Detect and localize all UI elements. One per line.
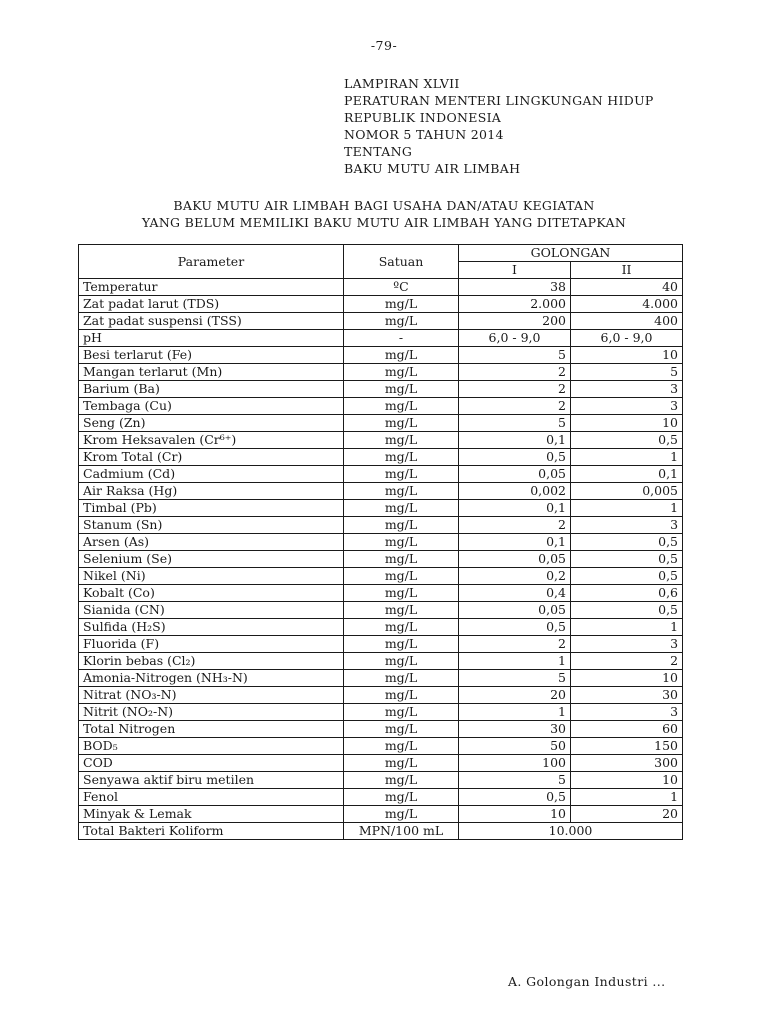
effluent-standards-table bbox=[78, 244, 683, 840]
golongan-ii-cell: 0,5 bbox=[571, 602, 683, 619]
golongan-i-cell: 0,5 bbox=[459, 789, 571, 806]
table-row bbox=[79, 313, 683, 330]
golongan-ii-cell: 3 bbox=[571, 517, 683, 534]
unit-cell: mg/L bbox=[344, 432, 459, 449]
golongan-ii-cell: 0,5 bbox=[571, 432, 683, 449]
unit-cell: mg/L bbox=[344, 585, 459, 602]
table-row bbox=[79, 364, 683, 381]
golongan-i-cell: 0,1 bbox=[459, 432, 571, 449]
unit-cell: MPN/100 mL bbox=[344, 823, 459, 840]
parameter-cell: Amonia-Nitrogen (NH₃-N) bbox=[79, 670, 344, 687]
table-row bbox=[79, 653, 683, 670]
golongan-i-cell: 2.000 bbox=[459, 296, 571, 313]
golongan-i-cell: 0,002 bbox=[459, 483, 571, 500]
unit-cell: mg/L bbox=[344, 789, 459, 806]
parameter-cell: Air Raksa (Hg) bbox=[79, 483, 344, 500]
unit-cell: mg/L bbox=[344, 704, 459, 721]
golongan-i-cell: 10 bbox=[459, 806, 571, 823]
golongan-i-cell: 2 bbox=[459, 381, 571, 398]
unit-cell: mg/L bbox=[344, 619, 459, 636]
header-golongan: GOLONGAN bbox=[459, 245, 683, 262]
golongan-ii-cell: 300 bbox=[571, 755, 683, 772]
title-line-2: YANG BELUM MEMILIKI BAKU MUTU AIR LIMBAH YANG DITETAPKAN bbox=[141, 215, 627, 230]
unit-cell: mg/L bbox=[344, 568, 459, 585]
golongan-ii-cell: 10 bbox=[571, 772, 683, 789]
parameter-cell: Tembaga (Cu) bbox=[79, 398, 344, 415]
golongan-i-cell: 1 bbox=[459, 704, 571, 721]
parameter-cell: Minyak & Lemak bbox=[79, 806, 344, 823]
table-row bbox=[79, 772, 683, 789]
header-golongan-i: I bbox=[459, 262, 571, 279]
golongan-ii-cell: 3 bbox=[571, 398, 683, 415]
table-row bbox=[79, 806, 683, 823]
table-row bbox=[79, 534, 683, 551]
unit-cell: mg/L bbox=[344, 313, 459, 330]
table-row bbox=[79, 687, 683, 704]
parameter-cell: pH bbox=[79, 330, 344, 347]
golongan-ii-cell: 400 bbox=[571, 313, 683, 330]
header-parameter: Parameter bbox=[79, 245, 344, 279]
unit-cell: mg/L bbox=[344, 551, 459, 568]
unit-cell: mg/L bbox=[344, 449, 459, 466]
table-row bbox=[79, 789, 683, 806]
golongan-ii-cell: 3 bbox=[571, 636, 683, 653]
unit-cell: mg/L bbox=[344, 500, 459, 517]
header-satuan: Satuan bbox=[344, 245, 459, 279]
golongan-i-cell: 38 bbox=[459, 279, 571, 296]
parameter-cell: BOD₅ bbox=[79, 738, 344, 755]
parameter-cell: Krom Total (Cr) bbox=[79, 449, 344, 466]
table-row bbox=[79, 721, 683, 738]
golongan-i-cell: 0,05 bbox=[459, 466, 571, 483]
golongan-i-cell: 0,5 bbox=[459, 619, 571, 636]
golongan-i-cell: 0,2 bbox=[459, 568, 571, 585]
parameter-cell: Besi terlarut (Fe) bbox=[79, 347, 344, 364]
golongan-i-cell: 5 bbox=[459, 347, 571, 364]
golongan-i-cell: 2 bbox=[459, 364, 571, 381]
unit-cell: mg/L bbox=[344, 534, 459, 551]
parameter-cell: Cadmium (Cd) bbox=[79, 466, 344, 483]
golongan-ii-cell: 0,5 bbox=[571, 534, 683, 551]
header-golongan-ii: II bbox=[571, 262, 683, 279]
parameter-cell: Zat padat larut (TDS) bbox=[79, 296, 344, 313]
golongan-i-cell: 5 bbox=[459, 415, 571, 432]
parameter-cell: Sulfida (H₂S) bbox=[79, 619, 344, 636]
unit-cell: mg/L bbox=[344, 602, 459, 619]
parameter-cell: COD bbox=[79, 755, 344, 772]
parameter-cell: Nikel (Ni) bbox=[79, 568, 344, 585]
golongan-ii-cell: 5 bbox=[571, 364, 683, 381]
continuation-footer: A. Golongan Industri ... bbox=[508, 974, 666, 989]
golongan-ii-cell: 0,005 bbox=[571, 483, 683, 500]
golongan-ii-cell: 4.000 bbox=[571, 296, 683, 313]
parameter-cell: Fluorida (F) bbox=[79, 636, 344, 653]
unit-cell: mg/L bbox=[344, 415, 459, 432]
golongan-i-cell: 2 bbox=[459, 517, 571, 534]
parameter-cell: Sianida (CN) bbox=[79, 602, 344, 619]
golongan-i-cell: 0,1 bbox=[459, 500, 571, 517]
golongan-ii-cell: 1 bbox=[571, 500, 683, 517]
golongan-i-cell: 6,0 - 9,0 bbox=[459, 330, 571, 347]
unit-cell: mg/L bbox=[344, 381, 459, 398]
page-number: -79- bbox=[370, 38, 398, 53]
golongan-i-cell: 0,1 bbox=[459, 534, 571, 551]
golongan-ii-cell: 10 bbox=[571, 670, 683, 687]
unit-cell: - bbox=[344, 330, 459, 347]
golongan-i-cell: 0,05 bbox=[459, 602, 571, 619]
table-row bbox=[79, 466, 683, 483]
golongan-i-cell: 0,4 bbox=[459, 585, 571, 602]
unit-cell: mg/L bbox=[344, 653, 459, 670]
table-row bbox=[79, 551, 683, 568]
parameter-cell: Zat padat suspensi (TSS) bbox=[79, 313, 344, 330]
unit-cell: mg/L bbox=[344, 670, 459, 687]
unit-cell: mg/L bbox=[344, 483, 459, 500]
golongan-i-cell: 200 bbox=[459, 313, 571, 330]
unit-cell: mg/L bbox=[344, 347, 459, 364]
table-row bbox=[79, 432, 683, 449]
table-row bbox=[79, 330, 683, 347]
parameter-cell: Timbal (Pb) bbox=[79, 500, 344, 517]
unit-cell: mg/L bbox=[344, 364, 459, 381]
golongan-i-cell: 0,05 bbox=[459, 551, 571, 568]
header-line: PERATURAN MENTERI LINGKUNGAN HIDUP bbox=[344, 93, 654, 108]
unit-cell: mg/L bbox=[344, 466, 459, 483]
unit-cell: mg/L bbox=[344, 398, 459, 415]
parameter-cell: Temperatur bbox=[79, 279, 344, 296]
parameter-cell: Mangan terlarut (Mn) bbox=[79, 364, 344, 381]
table-row bbox=[79, 602, 683, 619]
parameter-cell: Selenium (Se) bbox=[79, 551, 344, 568]
parameter-cell: Barium (Ba) bbox=[79, 381, 344, 398]
parameter-cell: Total Bakteri Koliform bbox=[79, 823, 344, 840]
golongan-ii-cell: 40 bbox=[571, 279, 683, 296]
table-row bbox=[79, 500, 683, 517]
golongan-i-cell: 0,5 bbox=[459, 449, 571, 466]
header-line: REPUBLIK INDONESIA bbox=[344, 110, 502, 125]
table-row bbox=[79, 738, 683, 755]
golongan-ii-cell: 150 bbox=[571, 738, 683, 755]
document-title bbox=[0, 197, 768, 231]
table-row bbox=[79, 568, 683, 585]
parameter-cell: Nitrit (NO₂-N) bbox=[79, 704, 344, 721]
parameter-cell: Krom Heksavalen (Cr⁶⁺) bbox=[79, 432, 344, 449]
golongan-ii-cell: 6,0 - 9,0 bbox=[571, 330, 683, 347]
header-line: LAMPIRAN XLVII bbox=[344, 76, 460, 91]
table-row bbox=[79, 670, 683, 687]
parameter-cell: Fenol bbox=[79, 789, 344, 806]
parameter-cell: Seng (Zn) bbox=[79, 415, 344, 432]
table-row bbox=[79, 517, 683, 534]
golongan-i-cell: 2 bbox=[459, 398, 571, 415]
unit-cell: mg/L bbox=[344, 772, 459, 789]
golongan-ii-cell: 10 bbox=[571, 347, 683, 364]
parameter-cell: Stanum (Sn) bbox=[79, 517, 344, 534]
unit-cell: mg/L bbox=[344, 517, 459, 534]
unit-cell: mg/L bbox=[344, 738, 459, 755]
golongan-i-cell: 2 bbox=[459, 636, 571, 653]
table-row bbox=[79, 755, 683, 772]
table-row bbox=[79, 636, 683, 653]
table-body bbox=[79, 279, 683, 840]
golongan-ii-cell: 0,6 bbox=[571, 585, 683, 602]
table-row bbox=[79, 347, 683, 364]
table-row bbox=[79, 381, 683, 398]
table-row bbox=[79, 704, 683, 721]
parameter-cell: Kobalt (Co) bbox=[79, 585, 344, 602]
parameter-cell: Total Nitrogen bbox=[79, 721, 344, 738]
parameter-cell: Klorin bebas (Cl₂) bbox=[79, 653, 344, 670]
golongan-i-cell: 20 bbox=[459, 687, 571, 704]
golongan-ii-cell: 20 bbox=[571, 806, 683, 823]
table-row bbox=[79, 585, 683, 602]
title-line-1: BAKU MUTU AIR LIMBAH BAGI USAHA DAN/ATAU KEGIATAN bbox=[173, 198, 595, 213]
unit-cell: mg/L bbox=[344, 296, 459, 313]
golongan-ii-cell: 1 bbox=[571, 449, 683, 466]
table-row bbox=[79, 619, 683, 636]
golongan-i-cell: 1 bbox=[459, 653, 571, 670]
golongan-ii-cell: 0,5 bbox=[571, 568, 683, 585]
unit-cell: mg/L bbox=[344, 687, 459, 704]
table-row bbox=[79, 279, 683, 296]
golongan-i-cell: 5 bbox=[459, 772, 571, 789]
parameter-cell: Arsen (As) bbox=[79, 534, 344, 551]
table-row bbox=[79, 823, 683, 840]
golongan-ii-cell: 1 bbox=[571, 619, 683, 636]
unit-cell: mg/L bbox=[344, 636, 459, 653]
golongan-i-cell: 30 bbox=[459, 721, 571, 738]
unit-cell: mg/L bbox=[344, 806, 459, 823]
table-row bbox=[79, 449, 683, 466]
table-row bbox=[79, 296, 683, 313]
golongan-i-cell: 5 bbox=[459, 670, 571, 687]
golongan-i-cell: 100 bbox=[459, 755, 571, 772]
golongan-merged-cell: 10.000 bbox=[459, 823, 683, 840]
golongan-ii-cell: 3 bbox=[571, 704, 683, 721]
unit-cell: ºC bbox=[344, 279, 459, 296]
golongan-ii-cell: 0,1 bbox=[571, 466, 683, 483]
parameter-cell: Nitrat (NO₃-N) bbox=[79, 687, 344, 704]
golongan-ii-cell: 2 bbox=[571, 653, 683, 670]
regulation-header bbox=[344, 75, 654, 177]
table-row bbox=[79, 483, 683, 500]
golongan-ii-cell: 1 bbox=[571, 789, 683, 806]
golongan-ii-cell: 0,5 bbox=[571, 551, 683, 568]
table-row bbox=[79, 398, 683, 415]
header-line: TENTANG bbox=[344, 144, 413, 159]
table-row bbox=[79, 415, 683, 432]
golongan-ii-cell: 30 bbox=[571, 687, 683, 704]
golongan-ii-cell: 10 bbox=[571, 415, 683, 432]
unit-cell: mg/L bbox=[344, 721, 459, 738]
header-line: BAKU MUTU AIR LIMBAH bbox=[344, 161, 521, 176]
unit-cell: mg/L bbox=[344, 755, 459, 772]
header-line: NOMOR 5 TAHUN 2014 bbox=[344, 127, 504, 142]
parameter-cell: Senyawa aktif biru metilen bbox=[79, 772, 344, 789]
golongan-ii-cell: 60 bbox=[571, 721, 683, 738]
golongan-ii-cell: 3 bbox=[571, 381, 683, 398]
golongan-i-cell: 50 bbox=[459, 738, 571, 755]
